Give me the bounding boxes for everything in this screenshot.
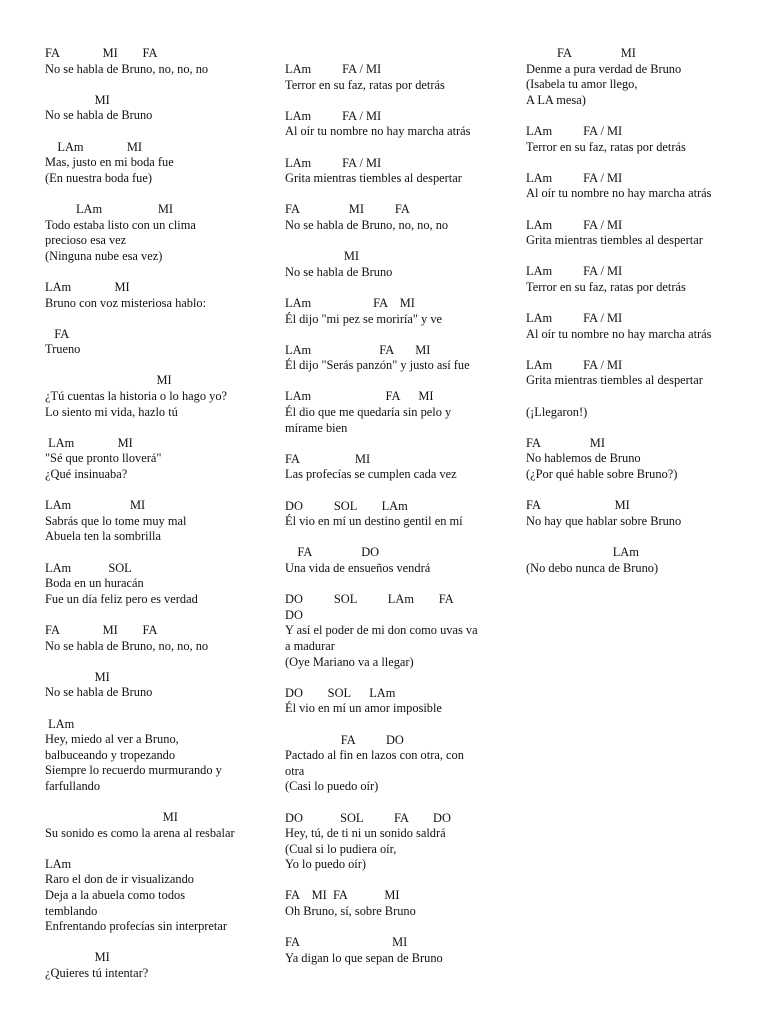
- chord-line: FA MI FA: [285, 202, 410, 217]
- chord-line: FA MI: [526, 46, 636, 60]
- lyric-line: Él vio en mí un destino gentil en mí: [285, 514, 463, 529]
- song-section: [285, 888, 500, 919]
- lyric-line: Su sonido es como la arena al resbalar: [45, 825, 235, 840]
- lyric-line: (Oye Mariano va a llegar): [285, 654, 414, 669]
- lyric-line: Raro el don de ir visualizando: [45, 872, 194, 887]
- chord-line: FA MI FA MI: [285, 888, 400, 903]
- lyric-line: Terror en su faz, ratas por detrás: [526, 279, 686, 294]
- lyric-line: Una vida de ensueños vendrá: [285, 561, 431, 575]
- song-section: [45, 623, 265, 654]
- song-section: [285, 62, 500, 93]
- chord-line: FA MI: [526, 498, 630, 513]
- song-section: [526, 405, 746, 421]
- chord-line: LAm FA / MI: [526, 170, 623, 185]
- chord-line: LAm FA / MI: [526, 217, 623, 232]
- lyric-line: Siempre lo recuerdo murmurando y: [45, 763, 222, 778]
- song-section: [526, 46, 746, 108]
- song-section: [526, 171, 746, 202]
- chord-line: DO SOL LAm: [285, 498, 408, 513]
- chord-line: LAm FA / MI: [526, 311, 623, 326]
- song-section: [45, 436, 265, 483]
- lyric-line: No se habla de Bruno, no, no, no: [45, 638, 209, 653]
- song-section: [45, 561, 265, 608]
- chord-line: FA MI FA: [45, 622, 158, 637]
- lyric-line: Ya digan lo que sepan de Bruno: [285, 950, 443, 965]
- chord-line: MI: [285, 249, 359, 264]
- chord-line: FA DO: [285, 545, 380, 560]
- lyric-line: Él dijo "Serás panzón" y justo así fue: [285, 358, 470, 373]
- lyric-line: otra: [285, 763, 305, 778]
- lyric-line: Grita mientras tiembles al despertar: [526, 233, 703, 248]
- chord-line: LAm FA / MI: [526, 357, 623, 372]
- lyric-line: ¿Quieres tú intentar?: [45, 966, 149, 981]
- lyric-line: a madurar: [285, 638, 335, 653]
- lyric-line: ¿Qué insinuaba?: [45, 467, 128, 482]
- lyric-line: Al oír tu nombre no hay marcha atrás: [526, 186, 712, 201]
- chord-line: LAm MI: [45, 279, 130, 294]
- lyric-line: Sabrás que lo tome muy mal: [45, 513, 187, 528]
- lyric-line: (No debo nunca de Bruno): [526, 560, 659, 575]
- chord-line: LAm FA MI: [285, 389, 434, 404]
- song-section: [45, 810, 265, 841]
- lyric-line: DO: [285, 607, 303, 622]
- lyric-line: Pactado al fin en lazos con otra, con: [285, 748, 464, 763]
- song-section: [526, 498, 746, 529]
- lyric-line: Fue un día feliz pero es verdad: [45, 591, 198, 606]
- chord-line: LAm: [526, 545, 639, 559]
- chord-line: MI: [45, 669, 110, 684]
- lyric-line: (Cual si lo pudiera oír,: [285, 841, 397, 856]
- chord-line: LAm: [45, 856, 72, 871]
- song-section: [285, 343, 500, 374]
- chord-line: FA MI FA: [45, 46, 158, 60]
- lyric-line: Todo estaba listo con un clima: [45, 217, 196, 232]
- lyric-line: Hey, miedo al ver a Bruno,: [45, 732, 179, 747]
- chord-line: LAm FA / MI: [526, 264, 623, 279]
- chord-line: DO SOL FA DO: [285, 810, 451, 825]
- chord-line: LAm MI: [45, 139, 143, 154]
- lyric-line: No se habla de Bruno: [45, 108, 153, 123]
- lyric-line: Grita mientras tiembles al despertar: [526, 373, 703, 388]
- song-section: [45, 327, 265, 358]
- lyric-line: No se habla de Bruno: [285, 264, 393, 279]
- chord-line: FA MI: [285, 451, 371, 466]
- song-section: [45, 950, 265, 981]
- lyric-line: No hay que hablar sobre Bruno: [526, 513, 682, 528]
- song-section: [45, 280, 265, 311]
- lyric-line: mírame bien: [285, 420, 348, 435]
- lyric-line: Terror en su faz, ratas por detrás: [285, 77, 445, 92]
- lyric-line: No hablemos de Bruno: [526, 451, 641, 466]
- song-section: [285, 935, 500, 966]
- chord-line: FA: [45, 326, 70, 341]
- song-section: [526, 545, 746, 576]
- song-section: [45, 202, 265, 264]
- lyric-line: Él vio en mí un amor imposible: [285, 701, 442, 716]
- song-section: [285, 733, 500, 795]
- chord-line: LAm: [45, 716, 75, 731]
- chord-line: MI: [45, 92, 110, 107]
- song-section: [285, 249, 500, 280]
- lyric-line: Mas, justo en mi boda fue: [45, 155, 174, 170]
- lyric-line: (¡Llegaron!): [526, 404, 588, 419]
- lyric-line: (Isabela tu amor llego,: [526, 77, 638, 92]
- lyric-line: (¿Por qué hable sobre Bruno?): [526, 467, 678, 482]
- lyrics-column-3: [526, 46, 746, 592]
- lyric-line: temblando: [45, 903, 98, 918]
- lyric-line: Boda en un huracán: [45, 576, 144, 591]
- song-section: [285, 499, 500, 530]
- lyric-line: Grita mientras tiembles al despertar: [285, 171, 462, 186]
- lyric-line: Terror en su faz, ratas por detrás: [526, 139, 686, 154]
- song-section: [285, 109, 500, 140]
- lyric-line: No se habla de Bruno: [45, 685, 153, 700]
- chord-line: DO SOL LAm FA: [285, 592, 454, 607]
- song-section: [45, 498, 265, 545]
- song-section: [285, 686, 500, 717]
- lyric-line: (Ninguna nube esa vez): [45, 248, 163, 263]
- song-section: [285, 811, 500, 873]
- chord-line: LAm FA / MI: [526, 123, 623, 138]
- lyric-line: (En nuestra boda fue): [45, 170, 152, 185]
- lyric-line: Él dio que me quedaría sin pelo y: [285, 405, 452, 420]
- song-section: [45, 46, 265, 77]
- lyric-line: Al oír tu nombre no hay marcha atrás: [526, 326, 712, 341]
- chord-line: LAm FA / MI: [285, 108, 382, 123]
- song-section: [285, 202, 500, 233]
- chord-line: DO SOL LAm: [285, 685, 396, 700]
- chord-line: MI: [45, 950, 110, 965]
- chord-line: LAm SOL: [45, 560, 132, 575]
- song-section: [45, 373, 265, 420]
- song-section: [45, 93, 265, 124]
- lyric-line: "Sé que pronto lloverá": [45, 451, 162, 466]
- lyric-line: farfullando: [45, 778, 101, 793]
- lyric-line: Trueno: [45, 342, 81, 357]
- song-section: [526, 436, 746, 483]
- chord-line: FA MI: [285, 935, 408, 950]
- song-section: [285, 592, 500, 670]
- song-section: [45, 857, 265, 935]
- lyric-line: Bruno con voz misteriosa hablo:: [45, 295, 207, 310]
- song-section: [526, 124, 746, 155]
- chord-line: LAm FA MI: [285, 295, 415, 310]
- lyric-line: Enfrentando profecías sin interpretar: [45, 919, 227, 934]
- song-section: [526, 358, 746, 389]
- lyric-line: A LA mesa): [526, 92, 586, 107]
- chord-line: LAm FA / MI: [285, 155, 382, 170]
- lyric-line: Al oír tu nombre no hay marcha atrás: [285, 124, 471, 139]
- song-section: [45, 670, 265, 701]
- chord-line: LAm MI: [45, 435, 133, 450]
- chord-line: MI: [45, 810, 178, 825]
- song-section: [285, 452, 500, 483]
- chord-line: MI: [45, 373, 172, 388]
- chord-line: LAm MI: [45, 201, 174, 216]
- lyric-line: (Casi lo puedo oír): [285, 779, 379, 794]
- lyrics-column-2: [285, 62, 500, 982]
- lyric-line: No se habla de Bruno, no, no, no: [45, 61, 209, 76]
- song-section: [526, 218, 746, 249]
- lyric-line: Abuela ten la sombrilla: [45, 529, 161, 544]
- lyric-line: Denme a pura verdad de Bruno: [526, 61, 682, 76]
- chord-line: LAm FA MI: [285, 342, 431, 357]
- song-section: [45, 140, 265, 187]
- lyric-line: Hey, tú, de ti ni un sonido saldrá: [285, 826, 446, 841]
- lyric-line: Oh Bruno, sí, sobre Bruno: [285, 904, 416, 919]
- lyric-line: precioso esa vez: [45, 233, 127, 248]
- lyrics-column-1: [45, 46, 265, 997]
- lyric-line: Y así el poder de mi don como uvas va: [285, 623, 478, 638]
- lyric-line: Las profecías se cumplen cada vez: [285, 467, 457, 482]
- lyric-line: Deja a la abuela como todos: [45, 888, 186, 903]
- lyric-line: Lo siento mi vida, hazlo tú: [45, 404, 178, 419]
- song-section: [285, 156, 500, 187]
- song-section: [526, 311, 746, 342]
- lyric-line: ¿Tú cuentas la historia o lo hago yo?: [45, 389, 228, 404]
- lyric-line: No se habla de Bruno, no, no, no: [285, 217, 449, 232]
- chord-line: FA DO: [285, 732, 404, 747]
- song-section: [526, 264, 746, 295]
- song-section: [285, 389, 500, 436]
- chord-line: FA MI: [526, 435, 605, 450]
- lyric-line: balbuceando y tropezando: [45, 747, 176, 762]
- chord-line: LAm MI: [45, 498, 146, 513]
- lyric-line: Él dijo "mi pez se moriría" y ve: [285, 311, 443, 326]
- song-section: [45, 717, 265, 795]
- song-section: [285, 296, 500, 327]
- lyric-line: Yo lo puedo oír): [285, 857, 367, 872]
- chord-line: LAm FA / MI: [285, 62, 382, 76]
- song-section: [285, 545, 500, 576]
